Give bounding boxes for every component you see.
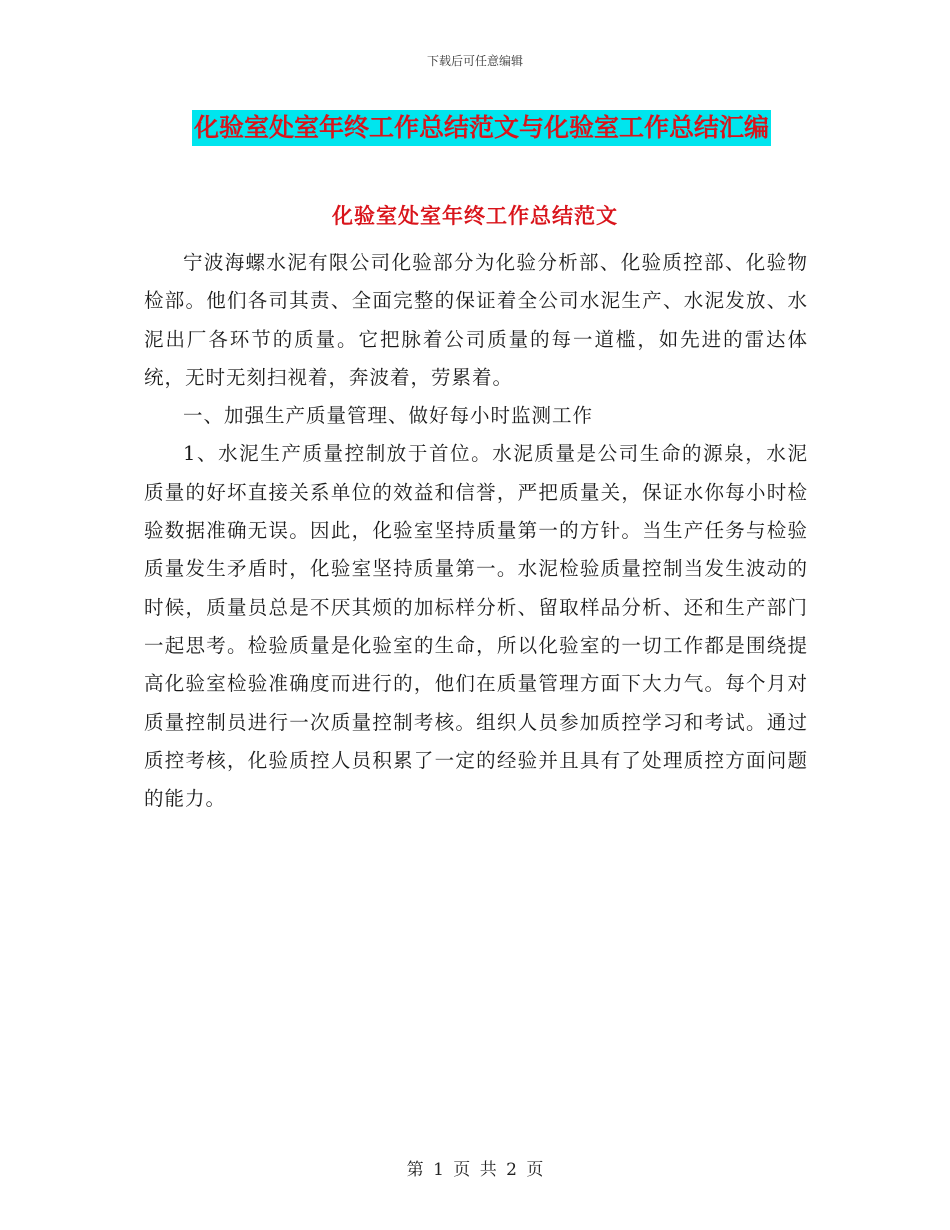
paragraph-quality-control: 1、水泥生产质量控制放于首位。水泥质量是公司生命的源泉，水泥质量的好坏直接关系单位的效益和信誉，严把质量关，保证水你每小时检验数据准确无误。因此，化验室坚持质量第一的方针。当生产任务与检验质量发生矛盾时，化验室坚持质量第一。水泥检验质量控制当发生波动的时候，质量员总是不厌其烦的加标样分析、留取样品分析、还和生产部门一起思考。检验质量是化验室的生命，所以化验室的一切工作都是围绕提高化验室检验准确度而进行的，他们在质量管理方面下大力气。每个月对质量控制员进行一次质量控制考核。组织人员参加质控学习和考试。通过质控考核，化验质控人员积累了一定的经验并且具有了处理质控方面问题的能力。 [144,442,808,811]
header-note: 下载后可任意编辑 [426,54,523,68]
paragraph-intro: 宁波海螺水泥有限公司化验部分为化验分析部、化验质控部、化验物检部。他们各司其责、全面完整的保证着全公司水泥生产、水泥发放、水泥出厂各环节的质量。它把脉着公司质量的每一道槛，如先进的雷达体统，无时无刻扫视着，奔波着，劳累着。 [144,251,808,389]
paragraph-heading-1: 一、加强生产质量管理、做好每小时监测工作 [183,404,594,428]
document-main-title: 化验室处室年终工作总结范文与化验室工作总结汇编 [192,110,771,146]
section-title: 化验室处室年终工作总结范文 [332,204,618,228]
document-body [144,244,808,818]
page-indicator: 第 1 页 共 2 页 [406,1160,544,1180]
